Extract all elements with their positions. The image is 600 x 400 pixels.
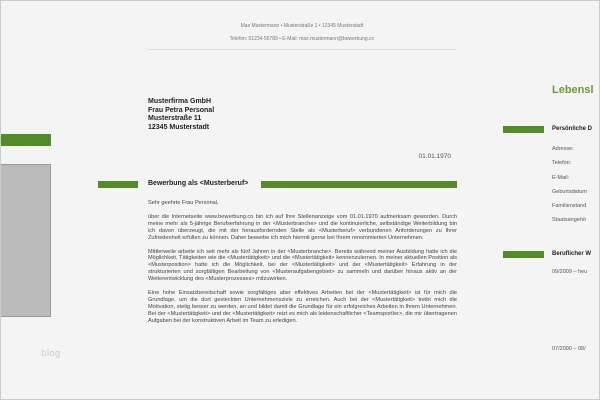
cv-label: Familienstand	[552, 203, 587, 209]
cv-label: Telefon:	[552, 160, 572, 166]
cv-section-personal: Persönliche D	[552, 126, 593, 132]
cv-label: E-Mail:	[552, 175, 570, 181]
sender-line-1: Max Mustermann • Musterstraße 1 • 12345 Musterstadt	[240, 23, 364, 29]
header-rule	[148, 49, 456, 50]
subject-bar-right	[261, 181, 457, 188]
photo-placeholder	[1, 164, 51, 317]
paragraph: Mittlerweile arbeite ich seit mehr als fünf Jahren in der <Musterbranche>. Bereits während meiner Ausbildung hatte ich die Möglichkeit, Tätigkeiten wie die <Mustertätigkeit> und die <Mustertätigkeit> kennenzulernen. In meiner aktuellen Position als <Musterposition> hatte ich die Möglichkeit, bei der <Mustertätigkeit> und der <Mustertätigkeit> Erfahrung in der strukturierten und sorgfältigen Bearbeitung von <Musteraufgabengebiet> zu sammeln und darüber hinaus aktiv an der Weiterentwicklung des <Musterprozesses> mitzuwirken.	[148, 248, 457, 283]
recipient-street: Musterstraße 11	[148, 115, 202, 122]
recipient-company: Musterfirma GmbH	[148, 98, 212, 105]
left-page-section-bar	[1, 134, 51, 146]
letter-date: 01.01.1970	[418, 153, 451, 160]
paragraph: Eine hohe Einsatzbereitschaft sowie sorgfältiges aber effektives Arbeiten bei der <Mustertätigkeit> ist für mich die Grundlage, um die dort gesteckten Unternehmensziele zu erreichen. Auch bei der <Mustertätigkeit> treibt mich die Motivation, stetig besser zu werden, an und bildet damit die Grundlage für ein erfolgreiches Arbeiten in Ihrem Unternehmen. Bei der <Mustertätigkeit> und der <Mustertätigkeit> reizt es mich als leidenschaftlicher <Teamsportler>, die mir übertragenen Aufgaben bei der konstruktiven Arbeit im Team zu erledigen.	[148, 290, 457, 324]
cv-title: Lebensl	[552, 84, 594, 96]
recipient-city: 12345 Musterstadt	[148, 123, 210, 131]
recipient-person: Frau Petra Personal	[148, 106, 215, 114]
cv-label: Staatsangehö	[552, 217, 586, 223]
letter-body	[148, 200, 457, 332]
cv-section-bar	[503, 126, 544, 133]
salutation: Sehr geehrte Frau Personal,	[148, 200, 219, 206]
paragraph: über die Internetseite www.bewerbung.co bin ich auf Ihre Stellenanzeige vom 01.01.1970 aufmerksam geworden. Durch meine mehr als 5-jährige Berufserfahrung in der <Musterbranche> und die kontinuierliche, selbständige Weiterbildung bin ich davon überzeugt, die mit der herausfordernden Stelle als <Musterberuf> verbundenen Anforderungen zu Ihrer Zufriedenheit erfüllen zu können. Daher bewerbe ich mich hiermit gerne bei Ihrem renommierten Unternehmen.	[148, 213, 457, 241]
cv-label: Geburtsdatum	[552, 189, 587, 195]
recipient-address	[148, 98, 214, 132]
subject-bar-left	[98, 181, 138, 188]
cv-section-career: Beruflicher W	[552, 251, 592, 257]
subject: Bewerbung als <Musterberuf>	[148, 180, 249, 187]
cv-date: 07/2000 – 08/	[552, 346, 586, 352]
sender-line-2: Telefon: 01234 56789 • E-Mail: max.mustermann@bewerbung.co	[229, 36, 375, 42]
watermark: blog	[41, 349, 61, 359]
cv-label: Adresse:	[552, 146, 574, 152]
cv-section-bar	[503, 251, 544, 258]
cv-date: 09/2009 – heu	[552, 269, 588, 275]
